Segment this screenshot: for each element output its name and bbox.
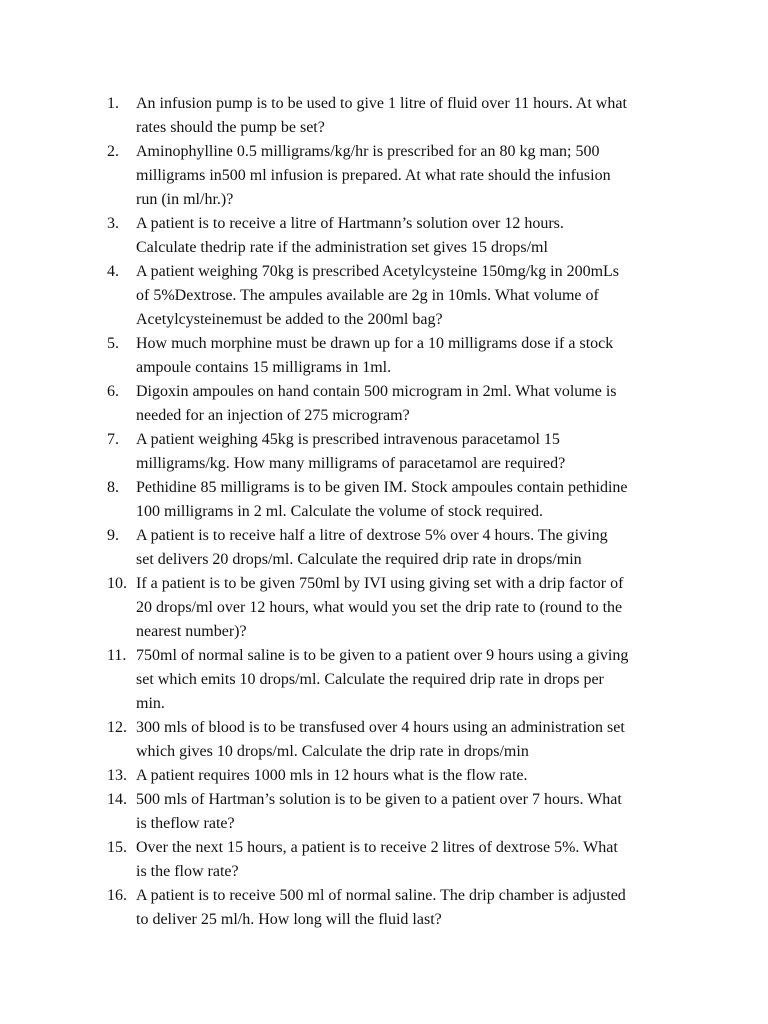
question-number: 1. — [107, 95, 119, 112]
question-text: A patient requires 1000 mls in 12 hours what is the flow rate. — [136, 767, 528, 784]
question-item — [107, 836, 687, 884]
question-item — [107, 332, 687, 380]
question-item — [107, 428, 687, 476]
question-item — [107, 260, 687, 332]
question-item — [107, 644, 687, 716]
question-number: 14. — [107, 791, 127, 808]
question-number: 2. — [107, 143, 119, 160]
question-text: 750ml of normal saline is to be given to a patient over 9 hours using a giving set which emits 10 drops/ml. Calculate the required drip rate in drops per min. — [136, 647, 629, 712]
question-text: A patient weighing 70kg is prescribed Acetylcysteine 150mg/kg in 200mLs of 5%Dextrose. The ampules available are 2g in 10mls. What volume of Acetylcysteinemust be added to the 200ml bag? — [136, 263, 620, 328]
question-number: 3. — [107, 215, 119, 232]
question-list — [107, 92, 687, 932]
question-number: 13. — [107, 767, 127, 784]
question-text: A patient weighing 45kg is prescribed intravenous paracetamol 15 milligrams/kg. How many milligrams of paracetamol are required? — [136, 431, 566, 472]
question-text: 500 mls of Hartman’s solution is to be given to a patient over 7 hours. What is theflow rate? — [136, 791, 622, 832]
question-item — [107, 92, 687, 140]
question-number: 9. — [107, 527, 119, 544]
question-item — [107, 716, 687, 764]
question-number: 11. — [107, 647, 127, 664]
question-item — [107, 524, 687, 572]
question-text: Aminophylline 0.5 milligrams/kg/hr is prescribed for an 80 kg man; 500 milligrams in500 ml infusion is prepared. At what rate should the infusion run (in ml/hr.)? — [136, 143, 611, 208]
question-item — [107, 764, 687, 788]
question-number: 10. — [107, 575, 127, 592]
question-number: 12. — [107, 719, 127, 736]
question-text: An infusion pump is to be used to give 1 litre of fluid over 11 hours. At what rates should the pump be set? — [136, 95, 627, 136]
question-item — [107, 884, 687, 932]
question-text: Pethidine 85 milligrams is to be given IM. Stock ampoules contain pethidine 100 milligrams in 2 ml. Calculate the volume of stock required. — [136, 479, 628, 520]
question-item — [107, 140, 687, 212]
question-item — [107, 788, 687, 836]
question-item — [107, 380, 687, 428]
question-text: A patient is to receive 500 ml of normal saline. The drip chamber is adjusted to deliver 25 ml/h. How long will the fluid last? — [136, 887, 626, 928]
question-text: A patient is to receive half a litre of dextrose 5% over 4 hours. The giving set delivers 20 drops/ml. Calculate the required drip rate in drops/min — [136, 527, 608, 568]
question-number: 4. — [107, 263, 119, 280]
question-number: 8. — [107, 479, 119, 496]
question-text: How much morphine must be drawn up for a 10 milligrams dose if a stock ampoule contains 15 milligrams in 1ml. — [136, 335, 614, 376]
question-number: 6. — [107, 383, 119, 400]
question-text: 300 mls of blood is to be transfused over 4 hours using an administration set which gives 10 drops/ml. Calculate the drip rate in drops/min — [136, 719, 625, 760]
question-text: Over the next 15 hours, a patient is to receive 2 litres of dextrose 5%. What is the flow rate? — [136, 839, 618, 880]
question-text: A patient is to receive a litre of Hartmann’s solution over 12 hours. Calculate thedrip rate if the administration set gives 15 drops/ml — [136, 215, 564, 256]
question-number: 7. — [107, 431, 119, 448]
question-number: 15. — [107, 839, 127, 856]
question-item — [107, 572, 687, 644]
question-item — [107, 476, 687, 524]
question-item — [107, 212, 687, 260]
question-number: 5. — [107, 335, 119, 352]
question-text: Digoxin ampoules on hand contain 500 microgram in 2ml. What volume is needed for an injection of 275 microgram? — [136, 383, 617, 424]
question-number: 16. — [107, 887, 127, 904]
question-text: If a patient is to be given 750ml by IVI using giving set with a drip factor of 20 drops/ml over 12 hours, what would you set the drip rate to (round to the nearest number)? — [136, 575, 624, 640]
